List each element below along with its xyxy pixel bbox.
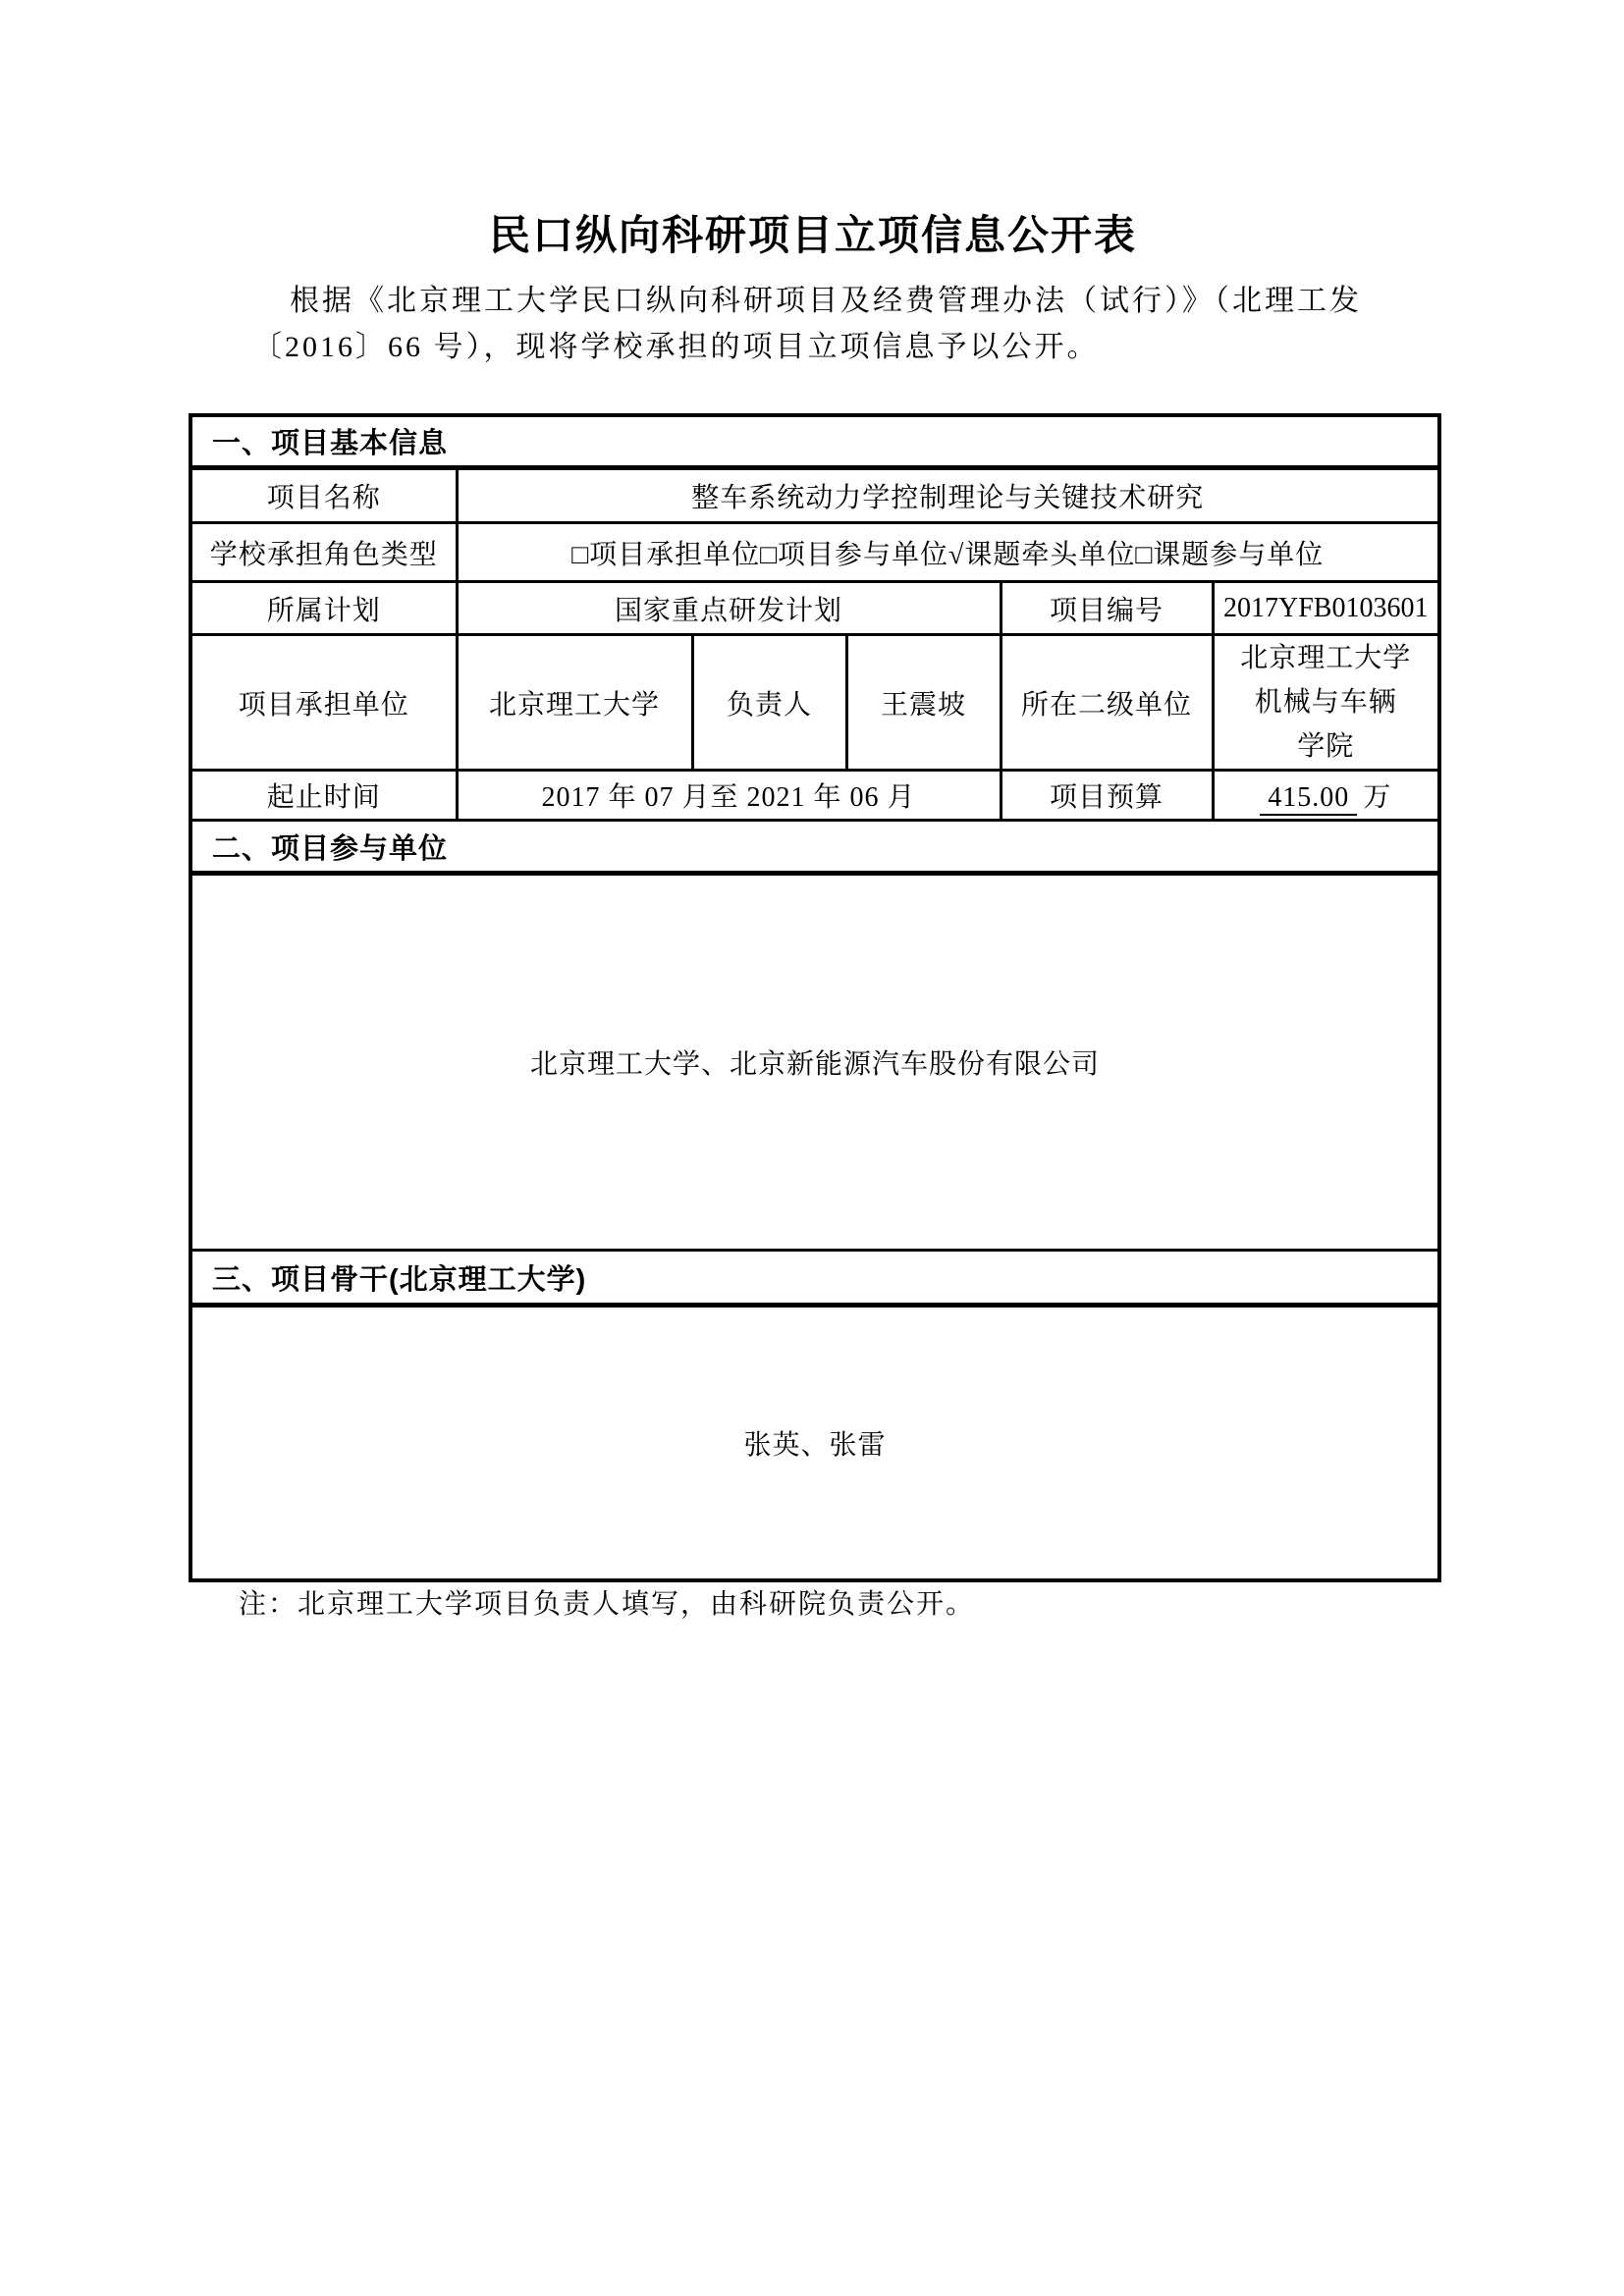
project-info-table [189, 413, 1441, 1582]
secondary-unit-label: 所在二级单位 [1001, 635, 1213, 771]
secondary-unit-line: 北京理工大学 [1240, 643, 1412, 673]
budget-label: 项目预算 [1001, 771, 1213, 821]
project-name-row [190, 468, 1439, 523]
leader-label: 负责人 [692, 635, 846, 771]
plan-row [190, 582, 1439, 635]
secondary-unit-line: 机械与车辆 [1254, 687, 1397, 718]
section2-header-row [190, 821, 1439, 874]
duration-value: 2017 年 07 月至 2021 年 06 月 [457, 771, 1001, 821]
role-type-row [190, 523, 1439, 582]
budget-amount: 415.00 [1260, 782, 1357, 816]
intro-paragraph [252, 278, 1421, 370]
secondary-unit-line: 学院 [1297, 731, 1355, 762]
section2-content-row [190, 874, 1439, 1251]
role-type-label: 学校承担角色类型 [190, 523, 457, 582]
section3-content-row [190, 1306, 1439, 1581]
project-name-value: 整车系统动力学控制理论与关键技术研究 [457, 468, 1439, 523]
page-title: 民口纵向科研项目立项信息公开表 [488, 214, 1137, 259]
budget-value [1213, 771, 1439, 821]
project-name-label: 项目名称 [190, 468, 457, 523]
intro-line-1: 根据《北京理工大学民口纵向科研项目及经费管理办法（试行）》（北理工发 [290, 285, 1362, 317]
section1-header-row [190, 415, 1439, 468]
undertaker-value: 北京理工大学 [457, 635, 692, 771]
role-type-checkboxes: □项目承担单位□项目参与单位√课题牵头单位□课题参与单位 [457, 523, 1439, 582]
undertaker-row [190, 635, 1439, 771]
secondary-unit-value [1213, 635, 1439, 771]
budget-unit: 万 [1363, 782, 1392, 813]
plan-label: 所属计划 [190, 582, 457, 635]
section3-header: 三、项目骨干(北京理工大学) [190, 1251, 1439, 1306]
duration-row [190, 771, 1439, 821]
section2-header: 二、项目参与单位 [190, 821, 1439, 874]
section3-header-row [190, 1251, 1439, 1306]
project-backbone-value: 张英、张雷 [190, 1306, 1439, 1581]
intro-line-2: 〔2016〕66 号），现将学校承担的项目立项信息予以公开。 [252, 331, 1100, 363]
section1-header: 一、项目基本信息 [190, 415, 1439, 468]
project-no-value: 2017YFB0103601 [1213, 582, 1439, 635]
participating-units-value: 北京理工大学、北京新能源汽车股份有限公司 [190, 874, 1439, 1251]
plan-value: 国家重点研发计划 [457, 582, 1001, 635]
leader-value: 王震坡 [846, 635, 1001, 771]
project-no-label: 项目编号 [1001, 582, 1213, 635]
duration-label: 起止时间 [190, 771, 457, 821]
undertaker-label: 项目承担单位 [190, 635, 457, 771]
footnote: 注：北京理工大学项目负责人填写，由科研院负责公开。 [239, 1589, 976, 1620]
secondary-unit-lines [1215, 636, 1438, 769]
